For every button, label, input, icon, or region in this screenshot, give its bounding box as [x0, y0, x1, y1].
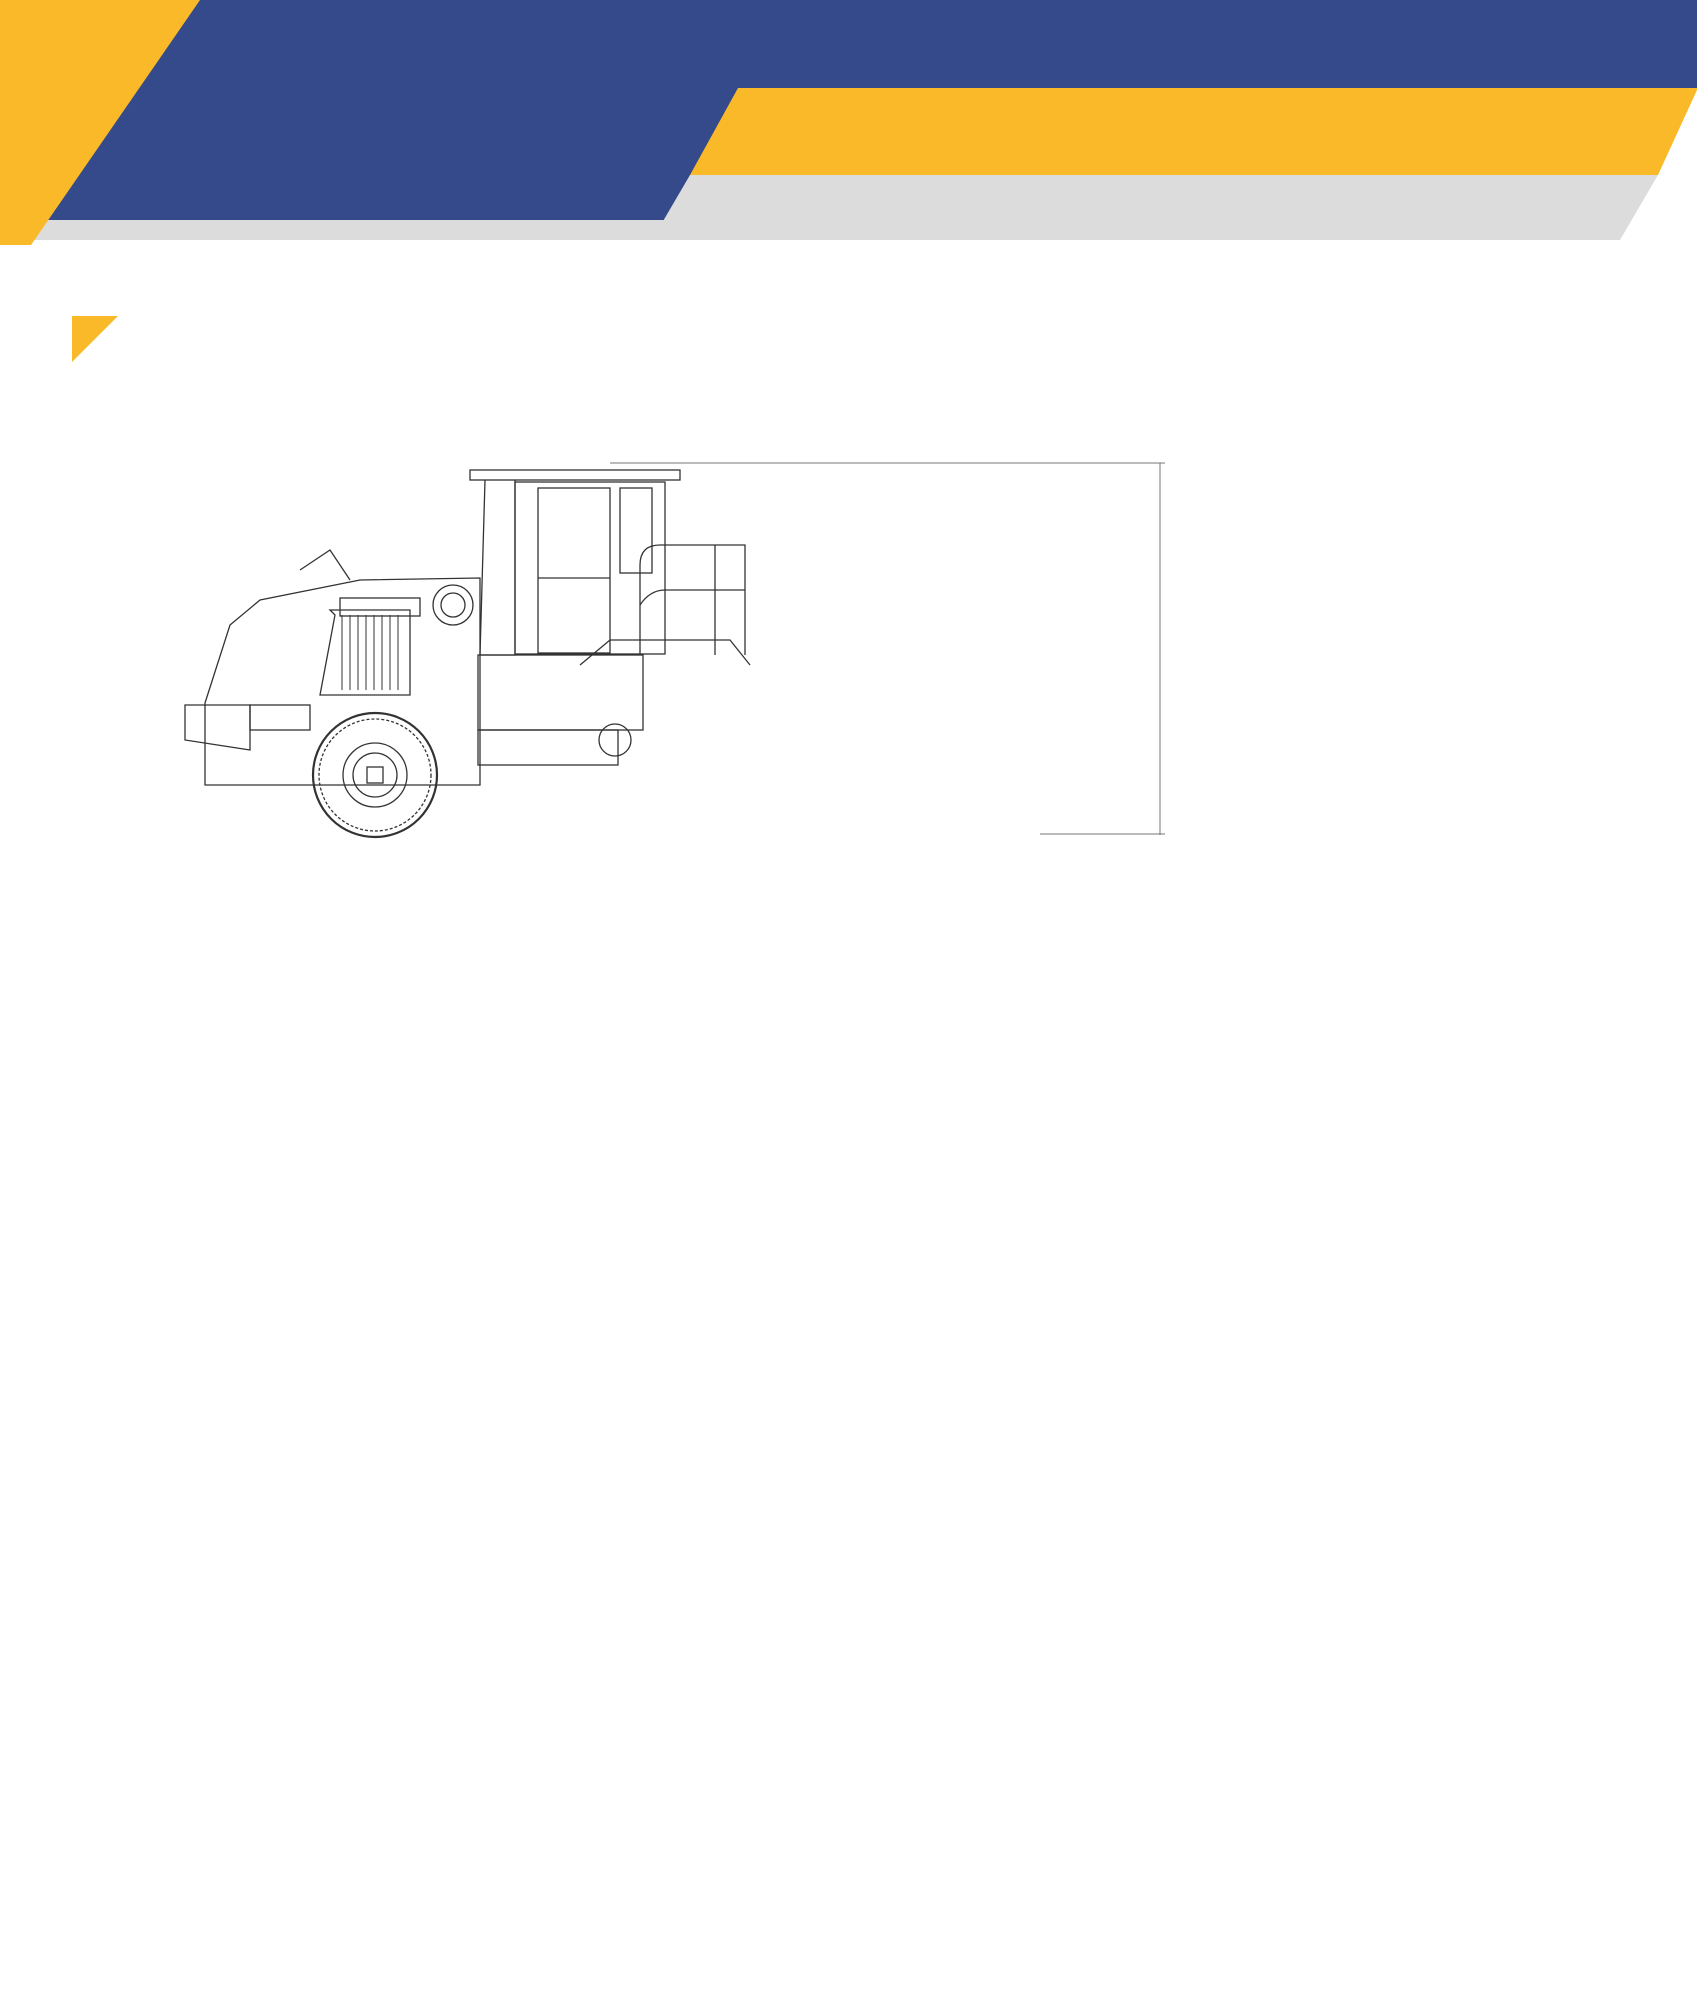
machine-side-view	[170, 450, 1170, 940]
header-banner	[0, 0, 1697, 245]
side-view-drawing	[170, 450, 1170, 940]
section-flag-icon	[72, 316, 118, 362]
banner-graphic	[0, 0, 1697, 245]
